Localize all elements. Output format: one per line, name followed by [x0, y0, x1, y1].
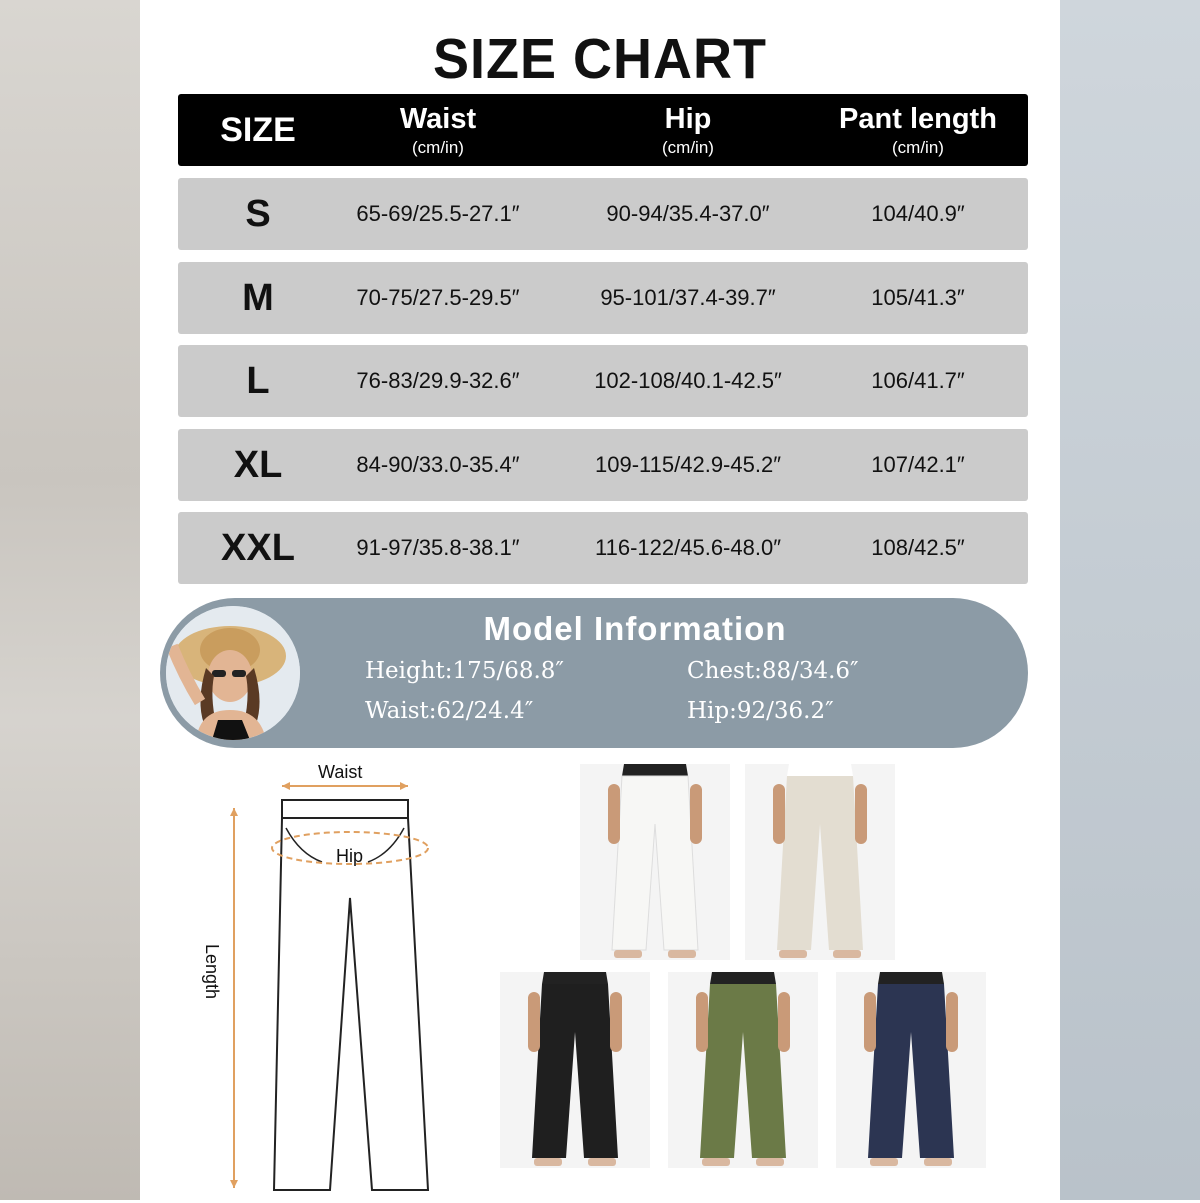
- row-hip: 90-94/35.4-37.0″: [606, 201, 770, 226]
- length-label: Length: [202, 944, 222, 1000]
- model-chest: Chest:88/34.6″: [687, 658, 859, 684]
- page-title: SIZE CHART: [433, 27, 767, 91]
- variant-photo-green: [668, 972, 818, 1168]
- row-size: L: [246, 359, 270, 402]
- table-row: [178, 345, 1028, 417]
- header-size-label: SIZE: [220, 110, 296, 149]
- background-left: [0, 0, 140, 1200]
- row-hip: 116-122/45.6-48.0″: [595, 535, 781, 560]
- row-waist: 91-97/35.8-38.1″: [356, 535, 520, 560]
- header-hip-label: Hip: [664, 102, 712, 135]
- header-hip-unit: (cm/in): [662, 137, 714, 157]
- header-hip: [538, 94, 838, 166]
- table-row: [178, 262, 1028, 334]
- row-length: 106/41.7″: [871, 368, 965, 393]
- header-waist-unit: (cm/in): [412, 137, 464, 157]
- row-waist: 65-69/25.5-27.1″: [356, 201, 520, 226]
- table-row: [178, 429, 1028, 501]
- model-info-title: Model Information: [483, 610, 787, 647]
- model-information-panel: [160, 598, 1028, 748]
- table-header: [178, 94, 1028, 166]
- hip-label: Hip: [336, 846, 364, 866]
- row-length: 107/42.1″: [871, 452, 965, 477]
- table-row: [178, 512, 1028, 584]
- row-hip: 95-101/37.4-39.7″: [600, 285, 776, 310]
- row-hip: 109-115/42.9-45.2″: [595, 452, 781, 477]
- background-right: [1060, 0, 1200, 1200]
- row-waist: 70-75/27.5-29.5″: [356, 285, 520, 310]
- waist-label: Waist: [318, 762, 363, 782]
- model-waist: Waist:62/24.4″: [365, 698, 534, 724]
- row-length: 105/41.3″: [871, 285, 965, 310]
- table-row: [178, 178, 1028, 250]
- header-length-unit: (cm/in): [892, 137, 944, 157]
- variant-photo-black: [500, 972, 650, 1168]
- row-length: 108/42.5″: [871, 535, 965, 560]
- row-waist: 84-90/33.0-35.4″: [356, 452, 520, 477]
- model-height: Height:175/68.8″: [365, 658, 565, 684]
- row-size: M: [242, 276, 274, 319]
- row-waist: 76-83/29.9-32.6″: [356, 368, 520, 393]
- row-size: XXL: [221, 526, 295, 569]
- header-size: [178, 94, 338, 166]
- header-waist: [338, 94, 538, 166]
- row-length: 104/40.9″: [871, 201, 965, 226]
- header-waist-label: Waist: [399, 102, 477, 135]
- variant-photo-beige: [745, 764, 895, 960]
- row-size: XL: [233, 443, 283, 486]
- variant-photo-navy: [836, 972, 986, 1168]
- header-length: [818, 94, 1018, 166]
- header-length-label: Pant length: [839, 102, 997, 135]
- variant-photo-white: [580, 764, 730, 960]
- model-hip: Hip:92/36.2″: [687, 698, 834, 724]
- pants-measurement-diagram: [190, 758, 450, 1198]
- row-hip: 102-108/40.1-42.5″: [594, 368, 782, 393]
- row-size: S: [245, 192, 271, 235]
- model-photo: [166, 606, 300, 740]
